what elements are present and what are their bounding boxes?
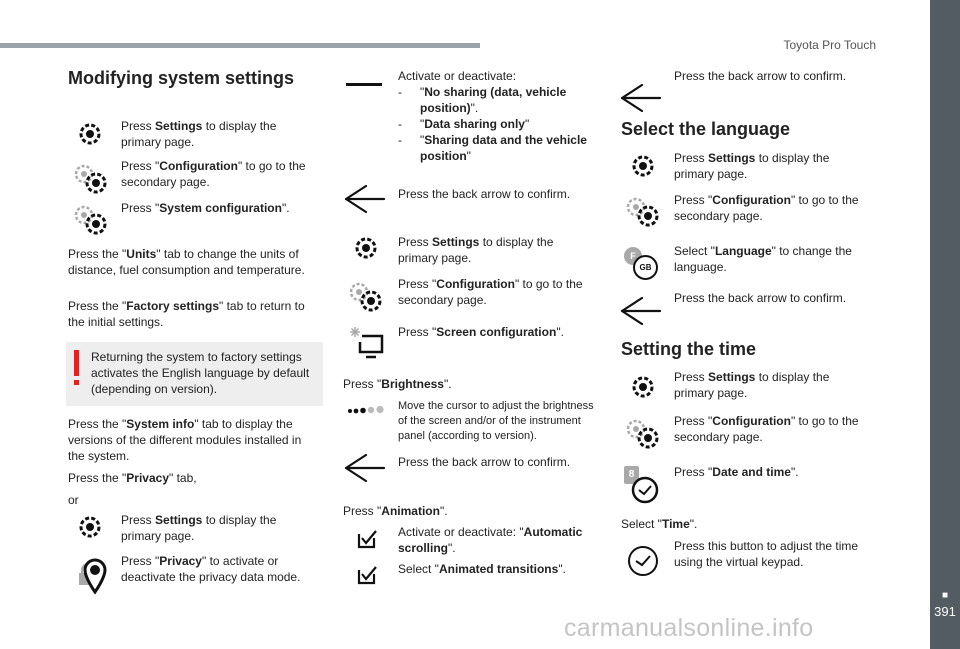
time-button-text: Press this button to adjust the time using the virtual keypad.	[674, 539, 859, 569]
watermark: carmanualsonline.info	[564, 614, 814, 642]
activate-intro: Activate or deactivate:	[398, 69, 517, 83]
clock-icon	[630, 475, 660, 505]
header-rule	[0, 43, 480, 48]
language-icon	[624, 247, 658, 277]
list-item: - "Data sharing only"	[398, 116, 603, 132]
calendar-icon: 8	[624, 466, 639, 484]
double-gear-icon	[72, 204, 110, 236]
select-time: Select "Time".	[621, 517, 698, 531]
warning-note-text: Returning the system to factory settings activates the English language by default (depending on version).	[91, 350, 310, 396]
back-arrow-icon	[342, 452, 388, 484]
gear-icon	[630, 374, 656, 400]
step-system-configuration: Press "System configuration".	[121, 201, 290, 215]
warning-icon	[74, 350, 79, 376]
back-arrow-icon	[618, 82, 664, 114]
double-gear-icon	[347, 281, 385, 313]
page-marker: ■	[941, 590, 949, 601]
gear-icon	[630, 153, 656, 179]
para-privacy: Press the "Privacy" tab,	[68, 471, 197, 485]
or-text: or	[68, 493, 79, 507]
page-number: 391	[934, 604, 956, 619]
time-step-date-time: Press "Date and time".	[674, 465, 799, 479]
time-step-configuration: Press "Configuration" to go to the secondary page.	[674, 414, 859, 444]
checkbox-icon	[356, 564, 378, 586]
para-units: Press the "Units" tab to change the units of distance, fuel consumption and temperature.	[68, 247, 305, 277]
animated-transitions: Select "Animated transitions".	[398, 562, 566, 576]
lang-step-settings: Press Settings to display the primary page.	[674, 151, 830, 181]
header-title: Toyota Pro Touch	[783, 38, 876, 52]
para-factory-settings: Press the "Factory settings" tab to return to the initial settings.	[68, 299, 305, 329]
checkbox-icon	[356, 528, 378, 550]
double-gear-icon	[624, 418, 662, 450]
para-system-info: Press the "System info" tab to display the versions of the different modules installed in the system.	[68, 417, 302, 463]
step-screen-configuration: Press "Screen configuration".	[398, 325, 564, 339]
gear-icon	[353, 235, 379, 261]
gear-icon	[77, 514, 103, 540]
press-animation: Press "Animation".	[343, 504, 448, 518]
warning-icon-dot	[74, 380, 79, 385]
time-step-settings: Press Settings to display the primary page.	[674, 370, 830, 400]
lang-step-language: Select "Language" to change the language.	[674, 244, 852, 274]
section-title-language: Select the language	[621, 119, 791, 139]
back-arrow-icon	[342, 183, 388, 215]
back-confirm-top: Press the back arrow to confirm.	[674, 69, 847, 83]
list-item: - "No sharing (data, vehicle position)".	[398, 84, 603, 116]
side-strip	[930, 0, 960, 649]
list-item: - "Sharing data and the vehicle position"	[398, 132, 603, 164]
lang-back-confirm: Press the back arrow to confirm.	[674, 291, 847, 305]
sharing-options-list	[398, 84, 603, 164]
step-privacy: Press "Privacy" to activate or deactivate the privacy data mode.	[121, 554, 301, 584]
screen-icon	[346, 324, 386, 360]
gear-icon	[77, 121, 103, 147]
back-confirm-2: Press the back arrow to confirm.	[398, 455, 571, 469]
lang-step-configuration: Press "Configuration" to go to the secondary page.	[674, 193, 859, 223]
double-gear-icon	[624, 196, 662, 228]
privacy-pin-icon	[73, 558, 109, 598]
step-configuration: Press "Configuration" to go to the secondary page.	[121, 159, 306, 189]
language-icon-f: F	[624, 247, 642, 265]
step-settings: Press Settings to display the primary page.	[121, 119, 277, 149]
section-title-time: Setting the time	[621, 339, 757, 359]
clock-icon	[626, 544, 660, 578]
step-settings-3: Press Settings to display the primary page.	[398, 235, 554, 265]
brightness-text: Move the cursor to adjust the brightness of the screen and/or of the instrument panel (according to version).	[398, 400, 594, 442]
back-confirm-1: Press the back arrow to confirm.	[398, 187, 571, 201]
section-title-system-settings: Modifying system settings	[68, 68, 295, 88]
language-icon-gb: GB	[633, 255, 658, 280]
step-settings-2: Press Settings to display the primary page.	[121, 513, 277, 543]
minus-bar-icon	[344, 79, 384, 93]
press-brightness: Press "Brightness".	[343, 377, 452, 391]
back-arrow-icon	[618, 295, 664, 327]
automatic-scrolling: Activate or deactivate: "Automatic scrolling".	[398, 525, 583, 555]
date-time-icon	[624, 466, 662, 504]
brightness-dots-icon	[346, 404, 388, 416]
step-configuration-2: Press "Configuration" to go to the secondary page.	[398, 277, 583, 307]
double-gear-icon	[72, 163, 110, 195]
